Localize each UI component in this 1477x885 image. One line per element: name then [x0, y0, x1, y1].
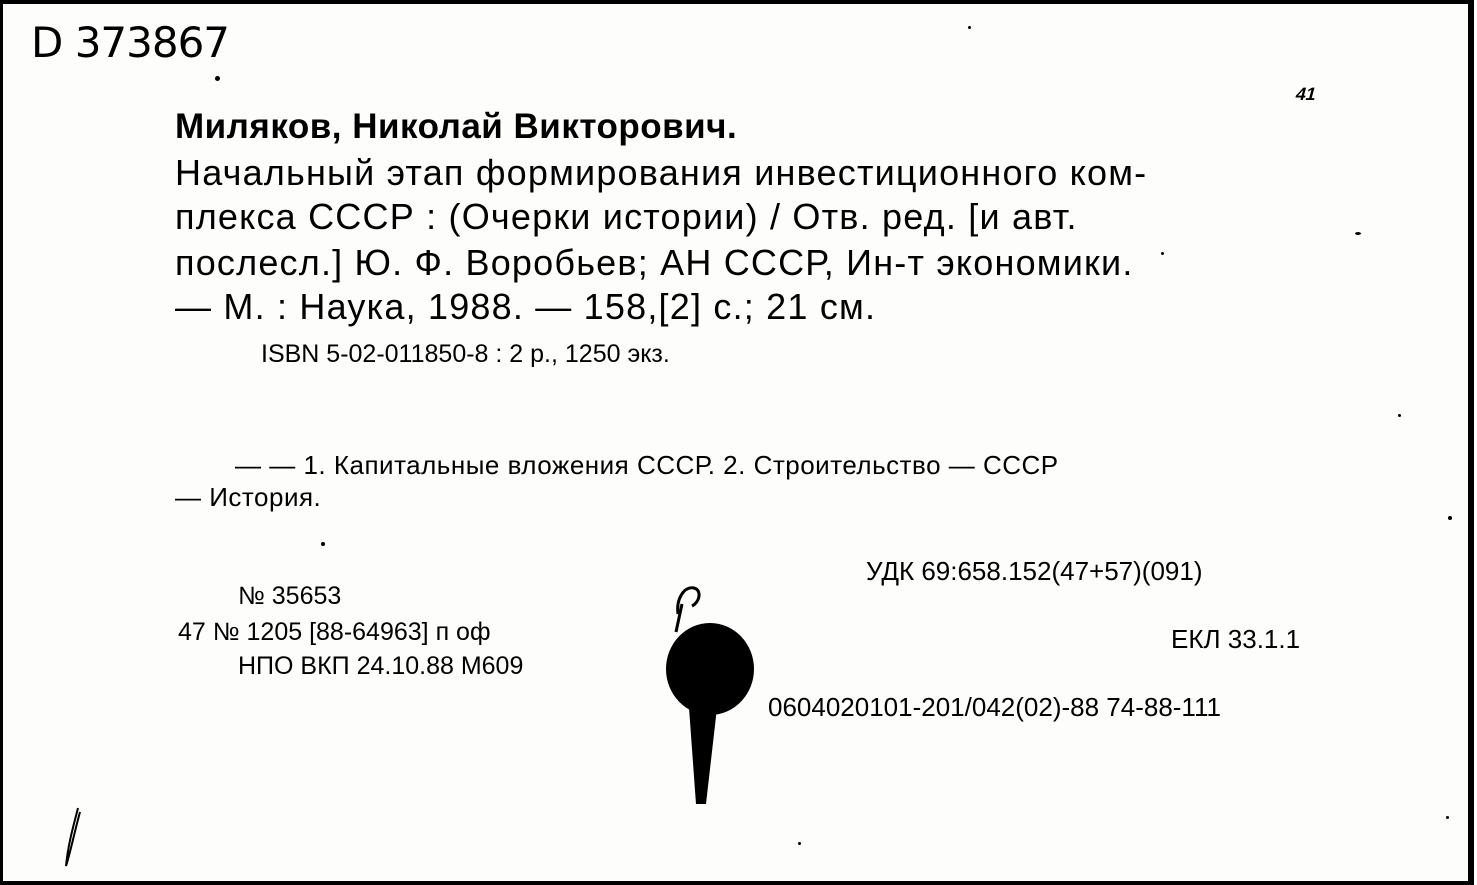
subjects-line-2: — История. — [175, 482, 322, 512]
author-heading: Миляков, Николай Викторович. — [175, 107, 738, 146]
speck — [1161, 252, 1164, 255]
print-line-2: НПО ВКП 24.10.88 М609 — [238, 652, 524, 680]
speck — [798, 842, 801, 845]
udk-code: УДК 69:658.152(47+57)(091) — [866, 556, 1203, 586]
speck — [1448, 516, 1452, 520]
speck — [968, 26, 971, 29]
punch-hole-mark — [658, 574, 763, 809]
speck — [321, 542, 325, 546]
title-line-4: — М. : Наука, 1988. — 158,[2] с.; 21 см. — [175, 286, 877, 327]
classification-code: 0604020101-201/042(02)-88 74-88-111 — [768, 692, 1221, 722]
speck — [1398, 414, 1401, 417]
pencil-mark — [58, 804, 88, 874]
order-number: № 35653 — [238, 582, 342, 610]
title-line-3: послесл.] Ю. Ф. Воробьев; АН СССР, Ин-т экономики. — [175, 242, 1134, 283]
corner-mark: 41 — [1293, 84, 1319, 104]
print-line-1: 47 № 1205 [88-64963] п оф — [178, 618, 491, 646]
call-number: D 373867 — [31, 18, 230, 67]
speck — [1446, 816, 1449, 819]
speck — [215, 76, 220, 81]
isbn-line: ISBN 5-02-011850-8 : 2 р., 1250 экз. — [261, 340, 670, 368]
title-line-2: плекса СССР : (Очерки истории) / Отв. ред. [и авт. — [175, 196, 1078, 237]
title-line-1: Начальный этап формирования инвестиционного ком- — [175, 152, 1148, 193]
ekl-code: ЕКЛ 33.1.1 — [1171, 624, 1301, 654]
subjects-line-1: — — 1. Капитальные вложения СССР. 2. Строительство — СССР — [235, 450, 1059, 480]
speck — [1355, 232, 1361, 235]
